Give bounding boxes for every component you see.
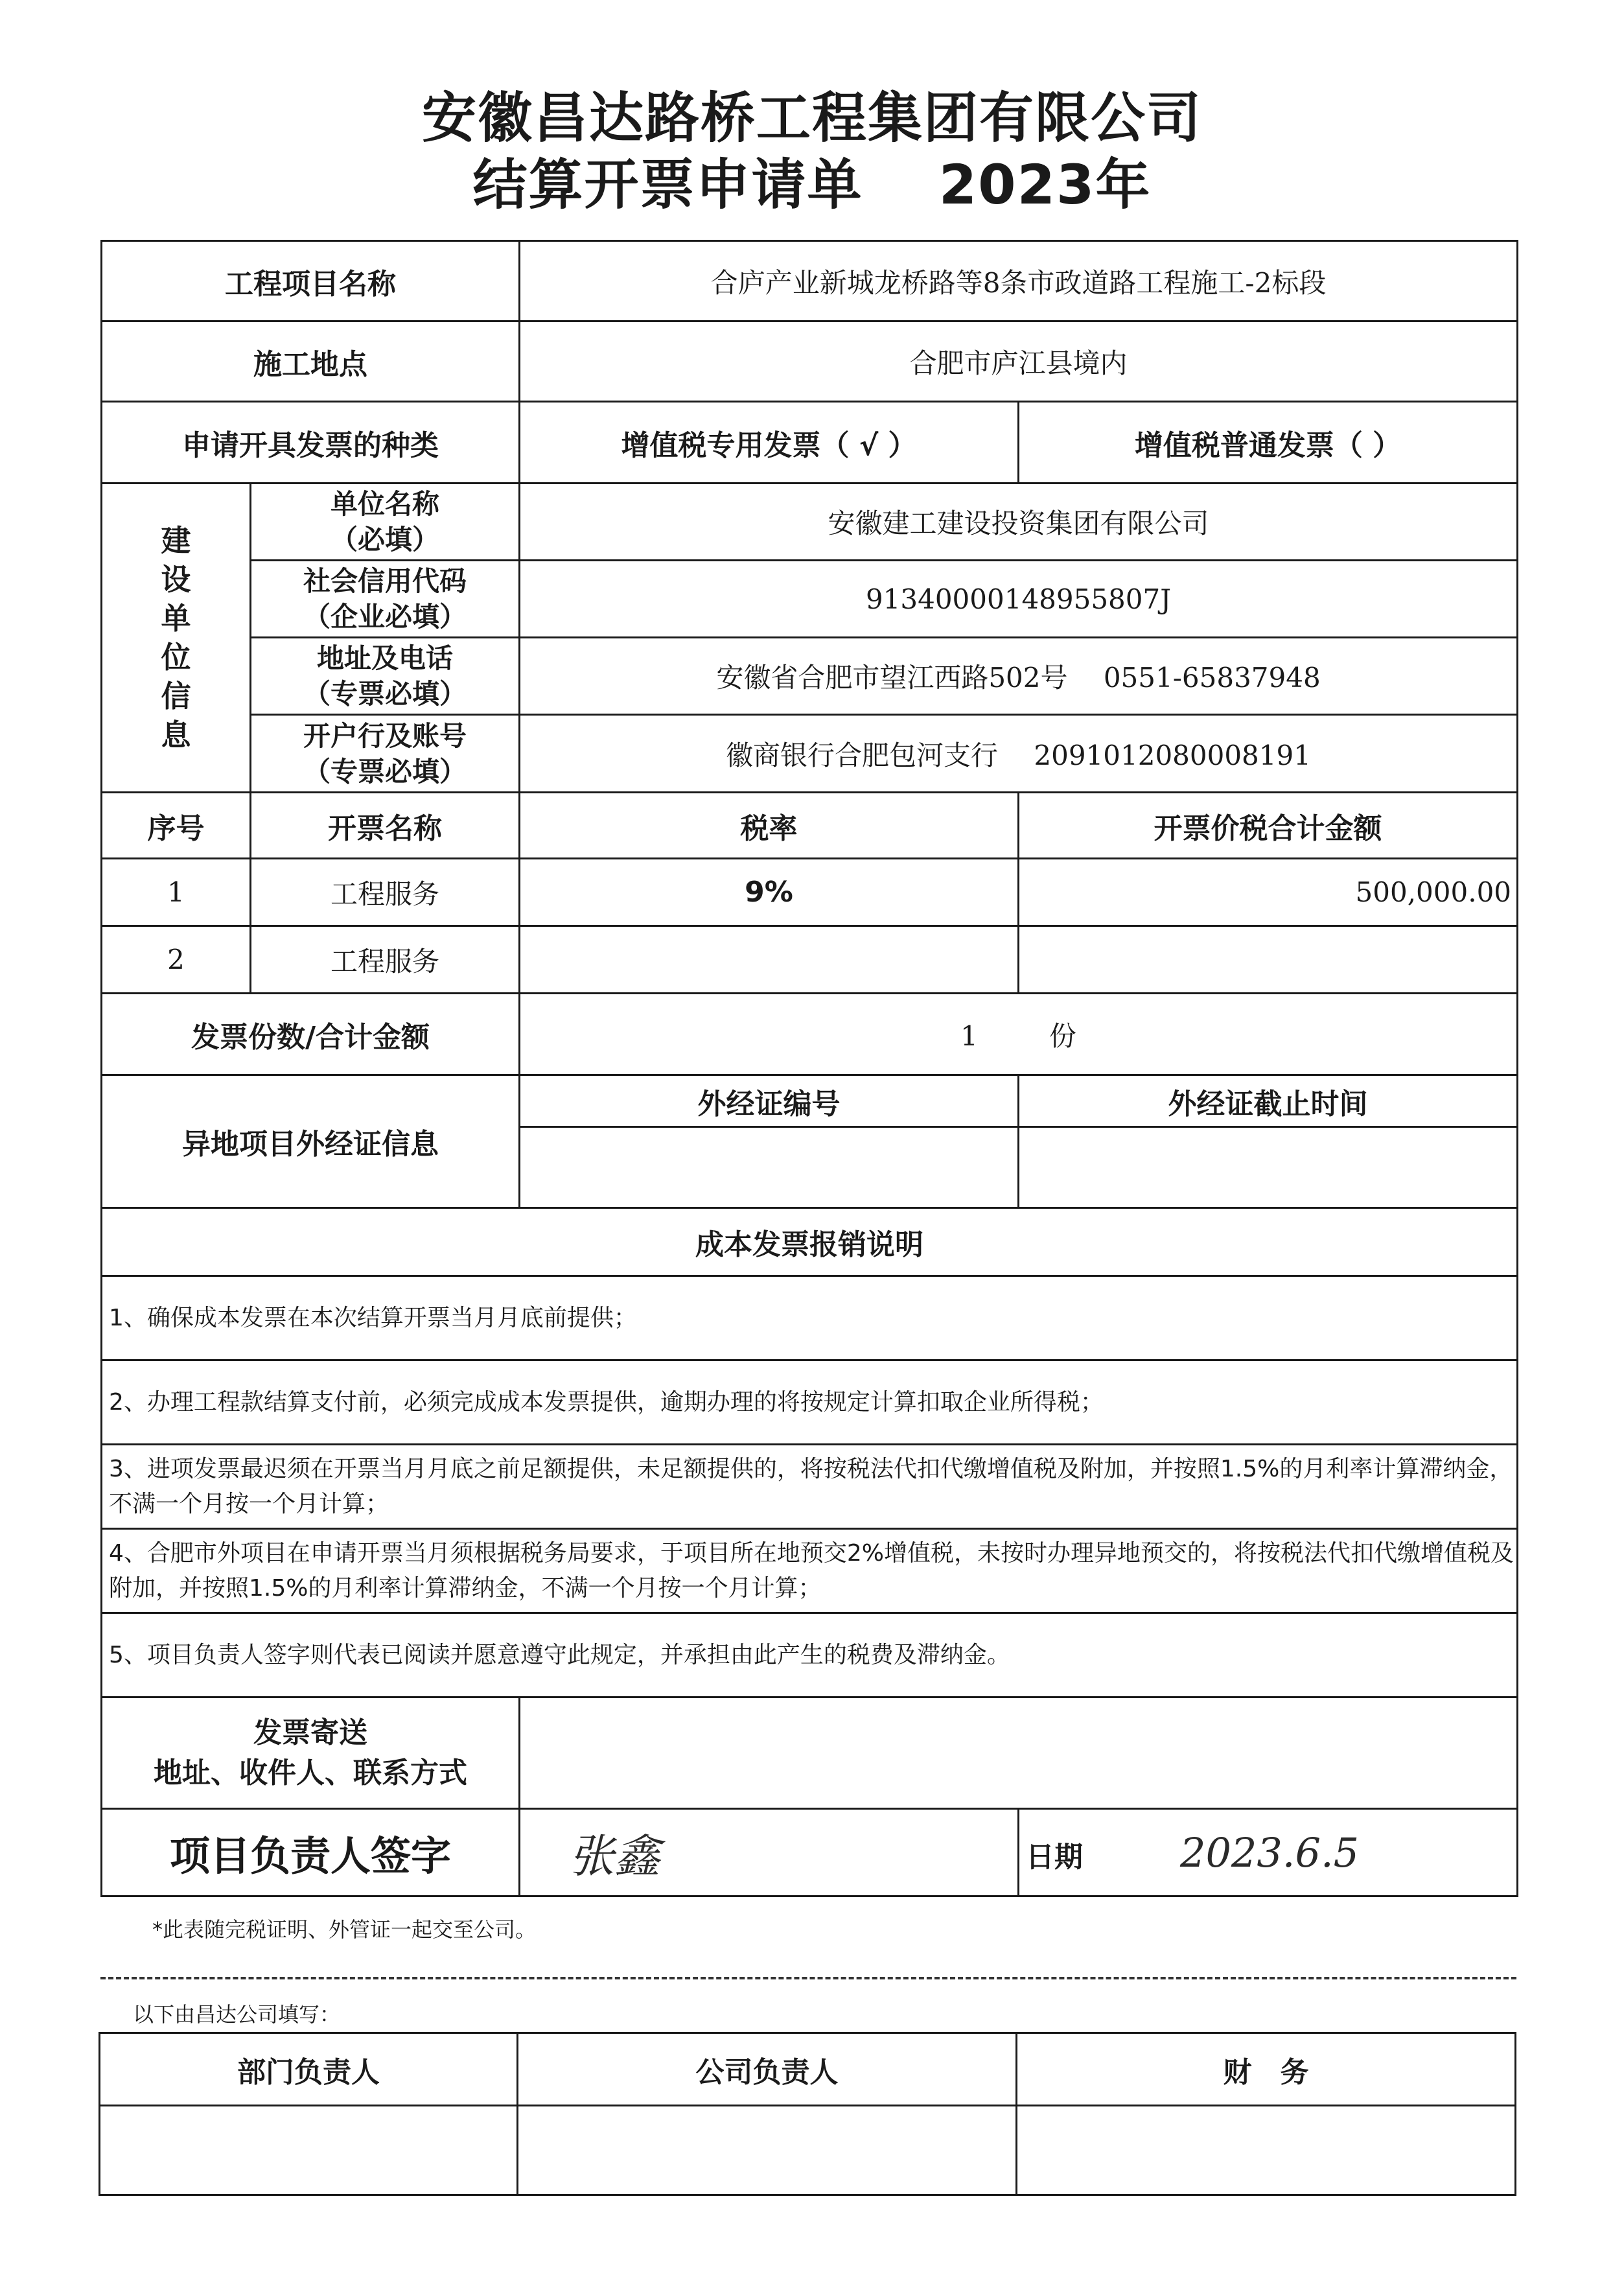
items-header-amount: 开票价税合计金额 bbox=[1019, 793, 1518, 859]
dept-head-label: 部门负责人 bbox=[100, 2033, 518, 2106]
builder-group-char: 息 bbox=[161, 717, 191, 752]
address-phone-label-note: （专票必填） bbox=[303, 678, 467, 710]
item-name: 工程服务 bbox=[251, 926, 520, 994]
approval-table bbox=[99, 2032, 1516, 2196]
unit-name-value: 安徽建工建设投资集团有限公司 bbox=[520, 484, 1518, 561]
external-cert-no-field[interactable] bbox=[520, 1127, 1019, 1208]
items-header-rate: 税率 bbox=[520, 793, 1019, 859]
company-head-signature-field[interactable] bbox=[518, 2106, 1017, 2195]
form-title: 结算开票申请单 2023年 bbox=[472, 153, 1152, 216]
date-field[interactable] bbox=[1019, 1809, 1518, 1896]
site-label: 施工地点 bbox=[102, 321, 520, 402]
delivery-label bbox=[102, 1697, 520, 1809]
item-amount: 500,000.00 bbox=[1019, 859, 1518, 926]
delivery-label-line1: 发票寄送 bbox=[253, 1716, 367, 1749]
company-title: 安徽昌达路桥工程集团有限公司 bbox=[421, 86, 1202, 150]
invoice-type-label: 申请开具发票的种类 bbox=[102, 402, 520, 484]
credit-code-value: 91340000148955807J bbox=[520, 561, 1518, 638]
item-rate bbox=[520, 926, 1019, 994]
external-cert-deadline-field[interactable] bbox=[1019, 1127, 1518, 1208]
invoice-count-unit: 份 bbox=[1049, 1020, 1076, 1052]
table-row bbox=[102, 859, 1518, 926]
items-header-name: 开票名称 bbox=[251, 793, 520, 859]
note-item: 5、项目负责人签字则代表已阅读并愿意遵守此规定，并承担由此产生的税费及滞纳金。 bbox=[102, 1613, 1518, 1697]
bank-account-label bbox=[251, 715, 520, 793]
invoice-count: 1 bbox=[960, 1020, 978, 1052]
dept-head-signature-field[interactable] bbox=[100, 2106, 518, 2195]
credit-code-label bbox=[251, 561, 520, 638]
item-no: 1 bbox=[102, 859, 251, 926]
site-value: 合肥市庐江县境内 bbox=[520, 321, 1518, 402]
finance-label: 财 务 bbox=[1017, 2033, 1516, 2106]
vat-ordinary-invoice-option[interactable]: 增值税普通发票（ ） bbox=[1019, 402, 1518, 484]
items-header-no: 序号 bbox=[102, 793, 251, 859]
note-item: 4、合肥市外项目在申请开票当月须根据税务局要求，于项目所在地预交2%增值税，未按时办理异地预交的，将按税法代扣代缴增值税及附加，并按照1.5%的月利率计算滞纳金，不满一个月按一个月计算； bbox=[102, 1529, 1518, 1613]
item-amount bbox=[1019, 926, 1518, 994]
bank-account-value: 徽商银行合肥包河支行 2091012080008191 bbox=[520, 715, 1518, 793]
address-phone-label bbox=[251, 638, 520, 715]
settlement-form-table bbox=[100, 240, 1518, 1897]
external-cert-label: 异地项目外经证信息 bbox=[102, 1075, 520, 1208]
finance-signature-field[interactable] bbox=[1017, 2106, 1516, 2195]
note-item: 1、确保成本发票在本次结算开票当月月底前提供； bbox=[102, 1276, 1518, 1360]
builder-info-group-label bbox=[102, 484, 251, 793]
builder-group-char: 设 bbox=[161, 562, 191, 597]
builder-group-char: 建 bbox=[161, 523, 191, 558]
signature-label: 项目负责人签字 bbox=[102, 1809, 520, 1896]
note-item: 2、办理工程款结算支付前，必须完成成本发票提供，逾期办理的将按规定计算扣取企业所得税； bbox=[102, 1360, 1518, 1445]
footnote: *此表随完税证明、外管证一起交至公司。 bbox=[152, 1917, 537, 1942]
cut-line-divider bbox=[100, 1977, 1516, 1979]
external-cert-deadline-label: 外经证截止时间 bbox=[1019, 1075, 1518, 1127]
totals-value bbox=[520, 994, 1518, 1075]
external-cert-no-label: 外经证编号 bbox=[520, 1075, 1019, 1127]
project-name-label: 工程项目名称 bbox=[102, 241, 520, 321]
fill-by-label: 以下由昌达公司填写： bbox=[133, 2002, 341, 2027]
delivery-field[interactable] bbox=[520, 1697, 1518, 1809]
item-no: 2 bbox=[102, 926, 251, 994]
builder-group-char: 位 bbox=[161, 640, 191, 675]
builder-group-char: 信 bbox=[161, 679, 191, 714]
delivery-label-line2: 地址、收件人、联系方式 bbox=[154, 1756, 467, 1790]
totals-label: 发票份数/合计金额 bbox=[102, 994, 520, 1075]
credit-code-label-note: （企业必填） bbox=[303, 601, 467, 633]
builder-group-char: 单 bbox=[161, 601, 191, 636]
project-name-value: 合庐产业新城龙桥路等8条市政道路工程施工-2标段 bbox=[520, 241, 1518, 321]
unit-name-label bbox=[251, 484, 520, 561]
company-head-label: 公司负责人 bbox=[518, 2033, 1017, 2106]
note-item: 3、进项发票最迟须在开票当月月底之前足额提供，未足额提供的，将按税法代扣代缴增值税及附加，并按照1.5%的月利率计算滞纳金，不满一个月按一个月计算； bbox=[102, 1445, 1518, 1529]
signature-field[interactable] bbox=[520, 1809, 1019, 1896]
item-rate: 9% bbox=[520, 859, 1019, 926]
unit-name-label-text: 单位名称 bbox=[330, 488, 439, 520]
item-name: 工程服务 bbox=[251, 859, 520, 926]
date-label: 日期 bbox=[1026, 1840, 1083, 1874]
bank-account-label-note: （专票必填） bbox=[303, 755, 467, 787]
address-phone-value: 安徽省合肥市望江西路502号 0551-65837948 bbox=[520, 638, 1518, 715]
handwritten-date: 2023.6.5 bbox=[1180, 1828, 1360, 1876]
table-row bbox=[102, 926, 1518, 994]
unit-name-label-note: （必填） bbox=[330, 524, 439, 555]
notes-title: 成本发票报销说明 bbox=[102, 1208, 1518, 1276]
credit-code-label-text: 社会信用代码 bbox=[303, 565, 467, 597]
address-phone-label-text: 地址及电话 bbox=[316, 642, 453, 674]
bank-account-label-text: 开户行及账号 bbox=[303, 719, 467, 752]
vat-special-invoice-option[interactable]: 增值税专用发票（ √ ） bbox=[520, 402, 1019, 484]
handwritten-signature: 张鑫 bbox=[569, 1829, 660, 1883]
